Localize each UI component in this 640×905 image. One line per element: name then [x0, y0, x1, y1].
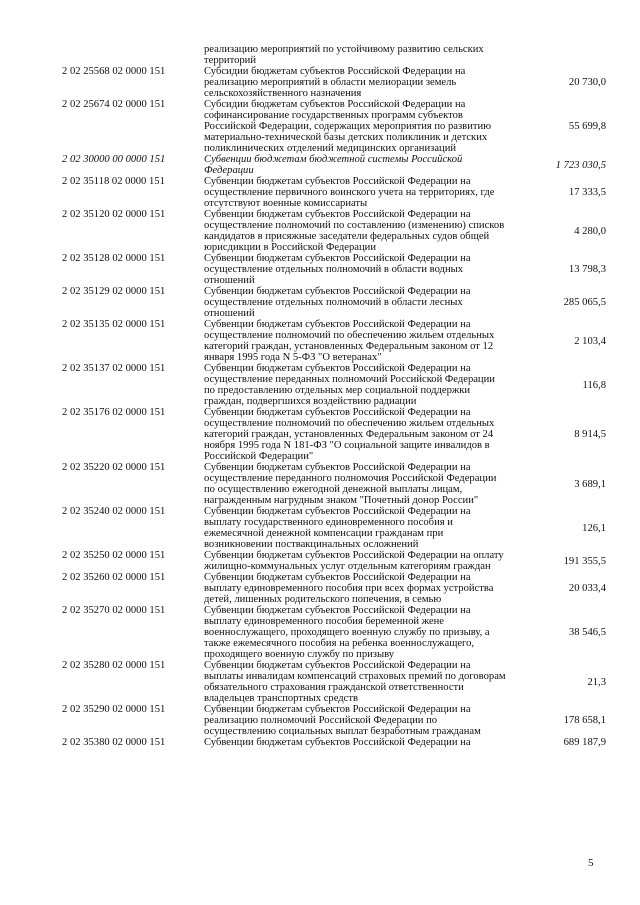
table-row	[0, 407, 640, 462]
description-line: осуществление полномочий по обеспечению жильем отдельных	[204, 330, 495, 341]
row-amount: 20 033,4	[568, 583, 606, 594]
table-row	[0, 660, 640, 704]
description-line: детей, лишенных родительского попечения, в семью	[204, 594, 442, 605]
row-amount: 689 187,9	[563, 737, 606, 748]
description-line: Субвенции бюджетам субъектов Российской Федерации на	[204, 660, 471, 671]
row-description	[204, 66, 504, 99]
description-line: Субвенции бюджетам субъектов Российской Федерации на	[204, 319, 471, 330]
description-line: также ежемесячного пособия на ребенка военнослужащего,	[204, 638, 475, 649]
table-row	[0, 506, 640, 550]
description-line: проходящего военную службу по призыву	[204, 649, 395, 660]
description-line: осуществление отдельных полномочий в области водных	[204, 264, 464, 275]
table-row	[0, 209, 640, 253]
row-description	[204, 506, 504, 550]
budget-code: 2 02 35137 02 0000 151	[62, 363, 166, 374]
description-line: юрисдикции в Российской Федерации	[204, 242, 376, 253]
row-amount: 4 280,0	[574, 225, 606, 237]
budget-code: 2 02 30000 00 0000 151	[62, 154, 166, 165]
description-line: жилищно-коммунальных услуг отдельным категориям граждан	[204, 561, 491, 572]
description-line: реализацию мероприятий по устойчивому развитию сельских	[204, 44, 484, 55]
row-description	[204, 176, 504, 209]
description-line: выплату единовременного пособия при всех формах устройства	[204, 583, 494, 594]
table-row	[0, 737, 640, 748]
row-description	[204, 572, 504, 605]
table-row	[0, 462, 640, 506]
budget-code: 2 02 35250 02 0000 151	[62, 550, 166, 561]
description-line: Субвенции бюджетам бюджетной системы Российской	[204, 154, 463, 165]
row-amount: 20 730,0	[568, 77, 606, 88]
description-line: поликлинических отделений медицинских организаций	[204, 143, 457, 154]
description-line: Субвенции бюджетам субъектов Российской Федерации на	[204, 506, 471, 517]
budget-code: 2 02 35135 02 0000 151	[62, 319, 166, 330]
description-line: обязательного страхования гражданской ответственности	[204, 682, 464, 693]
description-line: Субвенции бюджетам субъектов Российской Федерации на	[204, 286, 471, 297]
description-line: по осуществлению ежегодной денежной выплаты лицам,	[204, 484, 463, 495]
description-line: материально-технической базы детских поликлиник и детских	[204, 132, 488, 143]
description-line: Субвенции бюджетам субъектов Российской Федерации на	[204, 572, 471, 583]
description-line: Федерации	[204, 165, 254, 176]
description-line: выплаты инвалидам компенсаций страховых премий по договорам	[204, 671, 506, 682]
table-row	[0, 550, 640, 572]
row-amount: 3 689,1	[574, 478, 606, 490]
row-description	[204, 550, 504, 572]
row-amount: 21,3	[587, 676, 606, 688]
page-number: 5	[588, 857, 594, 869]
description-line: ежемесячной денежной компенсации гражданам при	[204, 528, 444, 539]
description-line: осуществлению социальных выплат безработным гражданам	[204, 726, 481, 737]
description-line: осуществление полномочий по обеспечению жильем отдельных	[204, 418, 495, 429]
row-description	[204, 407, 504, 462]
row-amount: 55 699,8	[568, 121, 606, 132]
row-amount: 178 658,1	[563, 715, 606, 726]
description-line: Субвенции бюджетам субъектов Российской Федерации на	[204, 176, 471, 187]
budget-code: 2 02 25568 02 0000 151	[62, 66, 166, 77]
description-line: военнослужащего, проходящего военную службу по призыву, а	[204, 627, 490, 638]
description-line: софинансирование государственных программ субъектов	[204, 110, 463, 121]
description-line: отсутствуют военные комиссариаты	[204, 198, 368, 209]
table-row	[0, 363, 640, 407]
row-description	[204, 363, 504, 407]
description-line: отношений	[204, 275, 255, 286]
table-row	[0, 253, 640, 286]
row-description	[204, 704, 504, 737]
table-row	[0, 44, 640, 66]
row-description	[204, 737, 504, 748]
description-line: по предоставлению отдельных мер социальной поддержки	[204, 385, 471, 396]
row-description	[204, 209, 504, 253]
description-line: награжденным нагрудным знаком "Почетный донор России"	[204, 495, 479, 506]
row-amount: 17 333,5	[568, 187, 606, 198]
description-line: территорий	[204, 55, 257, 66]
table-row	[0, 286, 640, 319]
budget-code: 2 02 35260 02 0000 151	[62, 572, 166, 583]
description-line: января 1995 года N 5-ФЗ "О ветеранах"	[204, 352, 382, 363]
row-amount: 191 355,5	[563, 555, 606, 567]
description-line: категорий граждан, установленных Федеральным законом от 24	[204, 429, 494, 440]
description-line: владельцев транспортных средств	[204, 693, 358, 704]
description-line: Субвенции бюджетам субъектов Российской Федерации на	[204, 209, 471, 220]
row-description	[204, 99, 504, 154]
description-line: Субвенции бюджетам субъектов Российской Федерации на	[204, 737, 471, 748]
table-row	[0, 704, 640, 737]
description-line: Субвенции бюджетам субъектов Российской Федерации на	[204, 704, 471, 715]
description-line: Субвенции бюджетам субъектов Российской Федерации на	[204, 462, 471, 473]
row-amount: 1 723 030,5	[555, 159, 606, 171]
row-amount: 38 546,5	[568, 627, 606, 638]
budget-code: 2 02 35128 02 0000 151	[62, 253, 166, 264]
description-line: Субвенции бюджетам субъектов Российской Федерации на	[204, 253, 471, 264]
table-row	[0, 319, 640, 363]
description-line: реализацию полномочий Российской Федерации по	[204, 715, 438, 726]
table-row	[0, 99, 640, 154]
description-line: Субвенции бюджетам субъектов Российской Федерации на оплату	[204, 550, 504, 561]
row-description	[204, 253, 504, 286]
budget-code: 2 02 35240 02 0000 151	[62, 506, 166, 517]
budget-code: 2 02 35220 02 0000 151	[62, 462, 166, 473]
budget-code: 2 02 35380 02 0000 151	[62, 737, 166, 748]
row-description	[204, 319, 504, 363]
description-line: Субсидии бюджетам субъектов Российской Федерации на	[204, 66, 466, 77]
description-line: Российской Федерации"	[204, 451, 314, 462]
description-line: осуществление переданных полномочий Российской Федерации	[204, 374, 495, 385]
budget-code: 2 02 25674 02 0000 151	[62, 99, 166, 110]
description-line: осуществление полномочий по составлению (изменению) списков	[204, 220, 505, 231]
row-amount: 116,8	[582, 379, 606, 391]
budget-code: 2 02 35176 02 0000 151	[62, 407, 166, 418]
description-line: осуществление переданного полномочия Российской Федерации	[204, 473, 497, 484]
description-line: отношений	[204, 308, 255, 319]
description-line: осуществление первичного воинского учета на территориях, где	[204, 187, 495, 198]
table-row	[0, 154, 640, 176]
row-description	[204, 286, 504, 319]
table-row	[0, 176, 640, 209]
row-amount: 8 914,5	[574, 429, 606, 440]
description-line: Субсидии бюджетам субъектов Российской Федерации на	[204, 99, 466, 110]
description-line: выплату единовременного пособия беременной жене	[204, 616, 444, 627]
description-line: Субвенции бюджетам субъектов Российской Федерации на	[204, 363, 471, 374]
budget-code: 2 02 35118 02 0000 151	[62, 176, 165, 187]
description-line: осуществление отдельных полномочий в области лесных	[204, 297, 463, 308]
description-line: реализацию мероприятий в области мелиорации земель	[204, 77, 457, 88]
budget-table	[0, 44, 640, 748]
row-description	[204, 660, 504, 704]
row-description	[204, 605, 504, 660]
budget-code: 2 02 35270 02 0000 151	[62, 605, 166, 616]
description-line: кандидатов в присяжные заседатели федеральных судов общей	[204, 231, 490, 242]
table-row	[0, 605, 640, 660]
table-row	[0, 572, 640, 605]
budget-code: 2 02 35120 02 0000 151	[62, 209, 166, 220]
description-line: возникновении поствакцинальных осложнений	[204, 539, 419, 550]
budget-code: 2 02 35280 02 0000 151	[62, 660, 166, 671]
description-line: Российской Федерации, содержащих мероприятия по развитию	[204, 121, 492, 132]
description-line: сельскохозяйственного назначения	[204, 88, 362, 99]
description-line: ноября 1995 года N 181-ФЗ "О социальной защите инвалидов в	[204, 440, 490, 451]
row-amount: 285 065,5	[563, 297, 606, 308]
description-line: Субвенции бюджетам субъектов Российской Федерации на	[204, 407, 471, 418]
table-row	[0, 66, 640, 99]
row-description	[204, 462, 504, 506]
description-line: выплату государственного единовременного пособия и	[204, 517, 453, 528]
description-line: Субвенции бюджетам субъектов Российской Федерации на	[204, 605, 471, 616]
description-line: граждан, подвергшихся воздействию радиации	[204, 396, 417, 407]
row-description	[204, 44, 504, 66]
budget-code: 2 02 35129 02 0000 151	[62, 286, 166, 297]
row-amount: 2 103,4	[574, 335, 606, 347]
budget-code: 2 02 35290 02 0000 151	[62, 704, 166, 715]
description-line: категорий граждан, установленных Федеральным законом от 12	[204, 341, 494, 352]
row-amount: 13 798,3	[568, 264, 606, 275]
row-description	[204, 154, 504, 176]
row-amount: 126,1	[582, 522, 606, 534]
